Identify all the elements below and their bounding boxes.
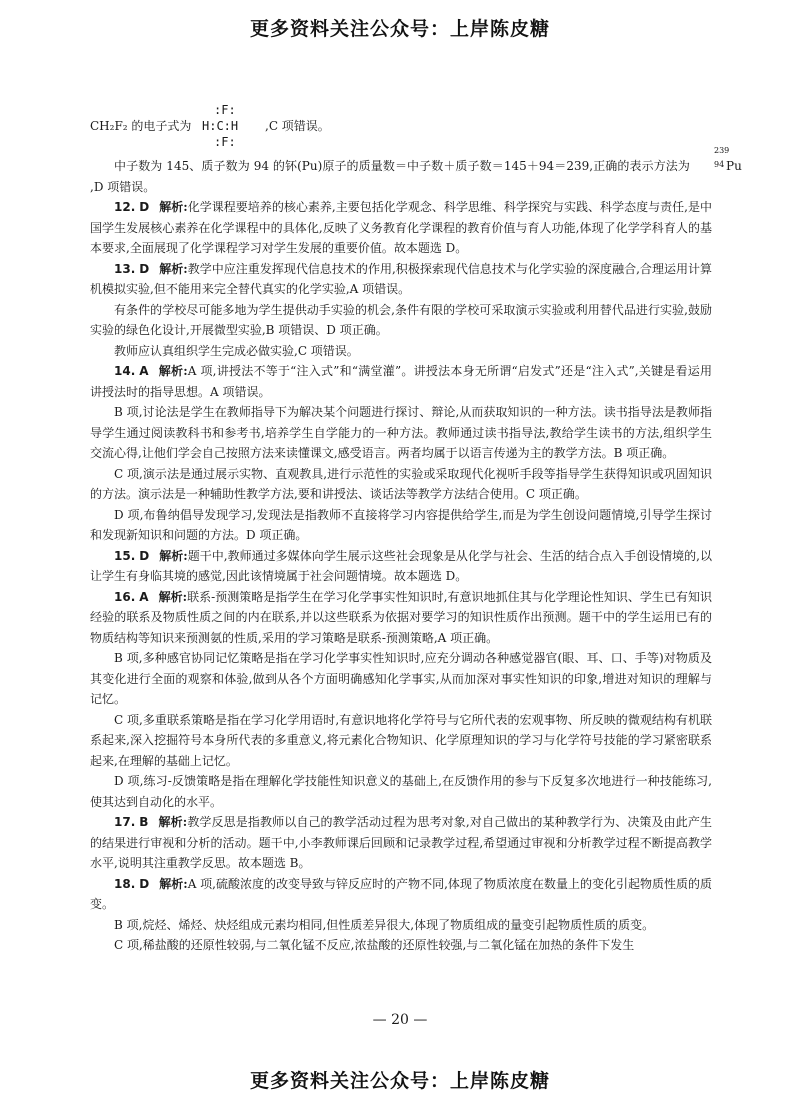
q13-ans: D	[139, 261, 150, 276]
q17-ans: B	[139, 815, 149, 829]
pu-mass: 239	[714, 146, 730, 155]
q16-label: 解析:	[158, 589, 188, 604]
formula-tail: ,C 项错误。	[265, 119, 330, 133]
q16-num: 16.	[114, 589, 136, 604]
q18-text: A 项,硫酸浓度的改变导致与锌反应时的产物不同,体现了物质浓度在数量上的变化引起物质性质的质变。	[90, 876, 712, 911]
q14-num: 14.	[114, 364, 136, 378]
question-15	[90, 546, 712, 587]
q15-num: 15.	[114, 548, 136, 563]
q16-ans: A	[139, 589, 149, 604]
q13-para-2: 有条件的学校尽可能多地为学生提供动手实验的机会,条件有限的学校可采取演示实验或利用替代品进行实验,鼓励实验的绿色化设计,开展微型实验,B 项错误、D 项正确。	[90, 302, 712, 337]
q12-num: 12.	[114, 200, 136, 214]
q18-label: 解析:	[159, 876, 188, 891]
q14-ans: A	[139, 364, 149, 378]
q14-text: A 项,讲授法不等于“注入式”和“满堂灌”。讲授法本身无所谓“启发式”还是“注入式”,关键是看运用讲授法时的指导思想。A 项错误。	[90, 364, 712, 399]
question-18	[90, 874, 712, 915]
q13-label: 解析:	[159, 261, 188, 276]
q16-para-3: C 项,多重联系策略是指在学习化学用语时,有意识地将化学符号与它所代表的宏观事物、所反映的微观结构有机联系起来,深入挖掘符号本身所代表的多重意义,将元素化合物知识、化学原理知识的学习与化学符号技能的学习紧密联系起来,在理解的基础上记忆。	[90, 712, 712, 768]
formula-lead: CH₂F₂ 的电子式为	[90, 119, 192, 133]
q15-text: 题干中,教师通过多媒体向学生展示这些社会现象是从化学与社会、生活的结合点入手创设情境的,以让学生有身临其境的感觉,因此该情境属于社会问题情境。故本题选 D。	[90, 548, 712, 583]
q15-label: 解析:	[159, 548, 188, 563]
q13-text: 教学中应注重发挥现代信息技术的作用,积极探索现代信息技术与化学实验的深度融合,合理运用计算机模拟实验,但不能用来完全替代真实的化学实验,A 项错误。	[90, 261, 712, 296]
top-banner: 更多资料关注公众号：上岸陈皮糖	[249, 18, 550, 40]
q12-ans: D	[139, 200, 150, 214]
lewis-bottom: :F:	[214, 135, 236, 149]
question-12	[90, 197, 712, 259]
q12-text: 化学课程要培养的核心素养,主要包括化学观念、科学思维、科学探究与实践、科学态度与责任,是中国学生发展核心素养在化学课程中的具体化,反映了义务教育化学课程的教育价值与育人功能,体现了化学学科育人的基本要求,全面展现了化学课程学习对学生发展的重要价值。故本题选 D。	[90, 200, 712, 255]
question-16	[90, 587, 712, 649]
page-content	[90, 98, 742, 956]
q14-para-3: C 项,演示法是通过展示实物、直观教具,进行示范性的实验或采取现代化视听手段等指导学生获得知识或巩固知识的方法。演示法是一种辅助性教学方法,要和讲授法、谈话法等教学方法结合使用。C 项正确。	[90, 466, 712, 501]
question-13	[90, 259, 712, 300]
lewis-formula-line	[90, 98, 712, 150]
q14-para-2: B 项,讨论法是学生在教师指导下为解决某个问题进行探讨、辩论,从而获取知识的一种方法。读书指导法是教师指导学生通过阅读教科书和参考书,培养学生自学能力的一种方法。教师通过读书指导法,教给学生读书的方法,组织学生交流心得,让他们学会自己按照方法来读懂课文,感受语言。两者均属于以语言传递为主的教学方法。B 项正确。	[90, 405, 712, 460]
q13-num: 13.	[114, 261, 136, 276]
q17-label: 解析:	[158, 815, 188, 829]
q16-text: 联系-预测策略是指学生在学习化学事实性知识时,有意识地抓住其与化学理论性知识、学生已有知识经验的联系及物质性质之间的内在联系,并以这些联系为依据对要学习的知识性质作出预测。题干中的学生运用已有的物质结构等知识来预测氨的性质,采用的学习策略是联系-预测策略,A 项正确。	[90, 589, 713, 645]
q16-para-2: B 项,多种感官协同记忆策略是指在学习化学事实性知识时,应充分调动各种感觉器官(眼、耳、口、手等)对物质及其变化进行全面的观察和体验,做到从各个方面明确感知化学事实,从而加深对事实性知识的印象,增进对知识的理解与记忆。	[90, 651, 712, 706]
lewis-top: :F:	[214, 103, 236, 117]
q15-ans: D	[139, 548, 150, 563]
q18-num: 18.	[114, 876, 136, 891]
pu-atomic: 94	[714, 160, 725, 169]
pu-symbol: Pu	[726, 159, 742, 173]
lewis-mid: H:C:H	[202, 119, 239, 133]
pu-text-end: ,D 项错误。	[90, 179, 156, 194]
q14-para-4: D 项,布鲁纳倡导发现学习,发现法是指教师不直接将学习内容提供给学生,而是为学生创设问题情境,引导学生探讨和发现新知识和问题的方法。D 项正确。	[90, 507, 712, 542]
bottom-banner: 更多资料关注公众号：上岸陈皮糖	[249, 1070, 550, 1092]
q18-para-2: B 项,烷烃、烯烃、炔烃组成元素均相同,但性质差异很大,体现了物质组成的量变引起物质性质的质变。	[114, 917, 655, 932]
q14-label: 解析:	[158, 364, 188, 378]
q17-num: 17.	[114, 815, 136, 829]
q18-para-3: C 项,稀盐酸的还原性较弱,与二氧化锰不反应,浓盐酸的还原性较强,与二氧化锰在加热的条件下发生	[114, 938, 635, 952]
question-17	[90, 812, 712, 874]
q18-ans: D	[139, 876, 150, 891]
pu-text: 中子数为 145、质子数为 94 的钚(Pu)原子的质量数＝中子数＋质子数＝145＋94＝239,正确的表示方法为	[114, 159, 690, 173]
lewis-structure	[202, 98, 262, 150]
q17-text: 教学反思是指教师以自己的教学活动过程为思考对象,对自己做出的某种教学行为、决策及由此产生的结果进行审视和分析的活动。题干中,小李教师课后回顾和记录教学过程,希望通过审视和分析教学过程不断提高教学水平,说明其注重教学反思。故本题选 B。	[90, 815, 712, 870]
q13-para-3: 教师应认真组织学生完成必做实验,C 项错误。	[114, 343, 359, 358]
q12-label: 解析:	[159, 200, 188, 214]
pu-notation	[690, 146, 742, 173]
q16-para-4: D 项,练习-反馈策略是指在理解化学技能性知识意义的基础上,在反馈作用的参与下反复多次地进行一种技能练习,使其达到自动化的水平。	[90, 774, 712, 809]
page-number: — 20 —	[372, 1012, 428, 1028]
pu-paragraph	[90, 146, 742, 197]
question-14	[90, 361, 712, 402]
